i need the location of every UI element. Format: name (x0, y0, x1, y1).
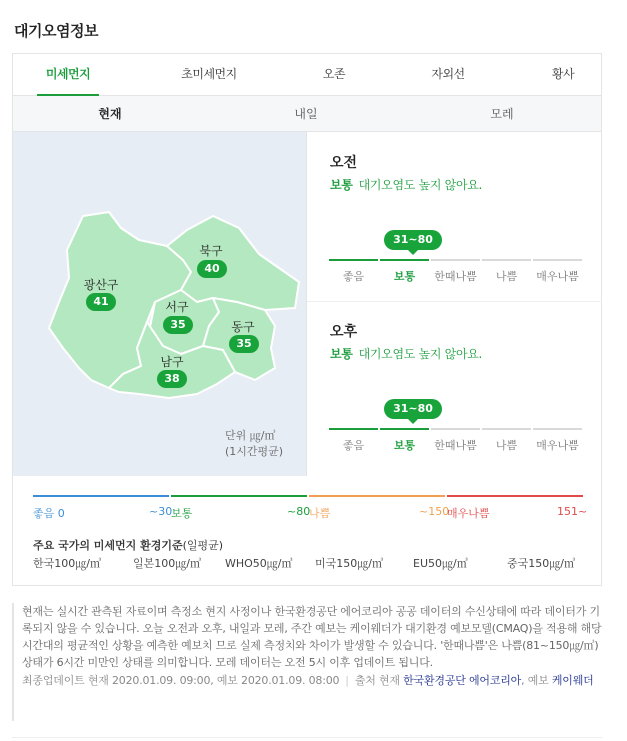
forecast-am-seg-very-bad (533, 259, 582, 261)
scale-label-good: 좋음 0 (33, 507, 65, 520)
scale-label-normal: 보통 (171, 507, 193, 520)
subtab-now[interactable]: 현재 (98, 107, 122, 121)
region-name-nam: 남구 (160, 355, 184, 369)
standards-list (33, 555, 585, 571)
forecast-am-seg-good (329, 259, 378, 261)
scale-label-80: ~80 (287, 505, 311, 518)
forecast-pm-title: 오후 (330, 324, 358, 340)
region-name-gwangsan: 광산구 (83, 278, 119, 292)
forecast-am-label-very-bad: 매우나쁨 (536, 270, 579, 283)
update-info (22, 672, 602, 689)
forecast-am (307, 132, 602, 302)
region-name-seo: 서구 (165, 300, 189, 314)
region-value-buk: 40 (197, 260, 227, 278)
source-mid: , 예보 (521, 674, 549, 687)
forecast-pm (307, 302, 602, 472)
update-separator: | (345, 674, 349, 687)
scale-bar-bad (309, 495, 445, 497)
source-kweather-link[interactable]: 케이웨더 (551, 674, 594, 687)
standards-title-text: 주요 국가의 미세먼지 환경기준 (33, 539, 183, 552)
standard-who: WHO50㎍/㎥ (225, 557, 293, 570)
air-quality-panel (12, 53, 602, 586)
region-name-buk: 북구 (199, 244, 223, 258)
tab-ozone[interactable]: 오존 (322, 67, 346, 81)
region-map (13, 132, 306, 476)
forecast-pm-label-temp-bad: 한때나쁨 (434, 439, 477, 452)
region-value-seo: 35 (163, 316, 193, 334)
scale-label-bad: 나쁨 (309, 507, 331, 520)
forecast-am-label-good: 좋음 (342, 270, 365, 283)
update-text: 최종업데이트 현재 2020.01.09. 09:00, 예보 2020.01.09. 08:00 (22, 674, 340, 687)
notice-text: 현재는 실시간 관측된 자료이며 측정소 현지 사정이나 한국환경공단 에어코리아 공공 데이터의 수신상태에 따라 데이터가 기록되지 않을 수 있습니다. 오늘 오전과 오후, 내일과 모레, 주간 예보는 케이웨더가 대기환경 예보모델(CMAQ)을 적용해 해당 시간대의 평균적인 상황을 예측한 예보치 므로 실제 측정치와 차이가 발생할 수 있습니다. '한때나쁨'은 나쁨(81~150㎍/㎥)상태가 6시간 미만인 상태를 의미합니다. 모레 데이터는 오전 5시 이후 업데이트 됩니다. (22, 605, 602, 669)
scale-label-150: ~150 (419, 505, 450, 518)
region-value-nam: 38 (157, 370, 187, 388)
forecast-pm-seg-normal (380, 428, 429, 430)
scale-label-very-bad: 매우나쁨 (447, 507, 490, 520)
forecast-pm-label-bad: 나쁨 (495, 439, 518, 452)
standard-usa: 미국150㎍/㎥ (315, 557, 383, 570)
bottom-divider (12, 737, 602, 738)
forecast-column (306, 132, 601, 476)
forecast-am-level: 보통 (330, 178, 353, 192)
source-prefix: 출처 현재 (354, 674, 400, 687)
source-airkorea-link[interactable]: 한국환경공단 에어코리아 (403, 674, 522, 687)
standard-eu: EU50㎍/㎥ (413, 557, 468, 570)
scale-bar-good (33, 495, 169, 497)
forecast-pm-seg-very-bad (533, 428, 582, 430)
pollutant-tabs (13, 54, 601, 96)
forecast-am-message: 대기오염도 높지 않아요. (358, 178, 483, 192)
forecast-pm-label-good: 좋음 (342, 439, 365, 452)
forecast-am-label-temp-bad: 한때나쁨 (434, 270, 477, 283)
forecast-pm-message: 대기오염도 높지 않아요. (358, 347, 483, 361)
forecast-am-label-normal: 보통 (393, 270, 416, 283)
unit-label: 단위 ㎍/㎥ (225, 429, 276, 442)
forecast-am-title: 오전 (330, 155, 358, 171)
forecast-pm-label-normal: 보통 (393, 439, 416, 452)
forecast-pm-label-very-bad: 매우나쁨 (536, 439, 579, 452)
forecast-am-label-bad: 나쁨 (495, 270, 518, 283)
forecast-pm-level: 보통 (330, 347, 353, 361)
tab-ultrafine-dust[interactable]: 초미세먼지 (181, 67, 237, 81)
tab-uv[interactable]: 자외선 (431, 67, 465, 81)
forecast-pm-range: 31~80 (384, 399, 442, 419)
standard-china: 중국150㎍/㎥ (507, 557, 575, 570)
forecast-pm-seg-temp-bad (431, 428, 480, 430)
region-name-dong: 동구 (231, 320, 255, 334)
forecast-am-range: 31~80 (384, 230, 442, 250)
standard-korea: 한국100㎍/㎥ (33, 557, 101, 570)
tab-fine-dust[interactable]: 미세먼지 (37, 54, 99, 96)
forecast-am-seg-normal (380, 259, 429, 261)
standard-japan: 일본100㎍/㎥ (133, 557, 201, 570)
forecast-am-status (330, 176, 482, 193)
subtab-day-after[interactable]: 모레 (490, 107, 514, 121)
forecast-am-seg-temp-bad (431, 259, 480, 261)
forecast-pm-seg-good (329, 428, 378, 430)
scale-bar-normal (171, 495, 307, 497)
scale-bar-very-bad (447, 495, 583, 497)
day-tabs (13, 96, 601, 132)
standards-title (33, 537, 223, 553)
notice-box (12, 603, 602, 721)
forecast-am-seg-bad (482, 259, 531, 261)
scale-label-30: ~30 (149, 505, 173, 518)
region-value-dong: 35 (229, 335, 259, 353)
page-title: 대기오염정보 (14, 22, 98, 40)
standards-title-note: (일평균) (182, 539, 224, 552)
scale-label-151: 151~ (557, 505, 588, 518)
forecast-pm-seg-bad (482, 428, 531, 430)
level-scale (33, 495, 588, 520)
subtab-tomorrow[interactable]: 내일 (294, 107, 318, 121)
unit-info (225, 428, 283, 460)
region-value-gwangsan: 41 (86, 293, 116, 311)
tab-yellow-dust[interactable]: 황사 (551, 67, 575, 81)
forecast-pm-status (330, 345, 482, 362)
unit-note: (1시간평균) (225, 445, 284, 458)
